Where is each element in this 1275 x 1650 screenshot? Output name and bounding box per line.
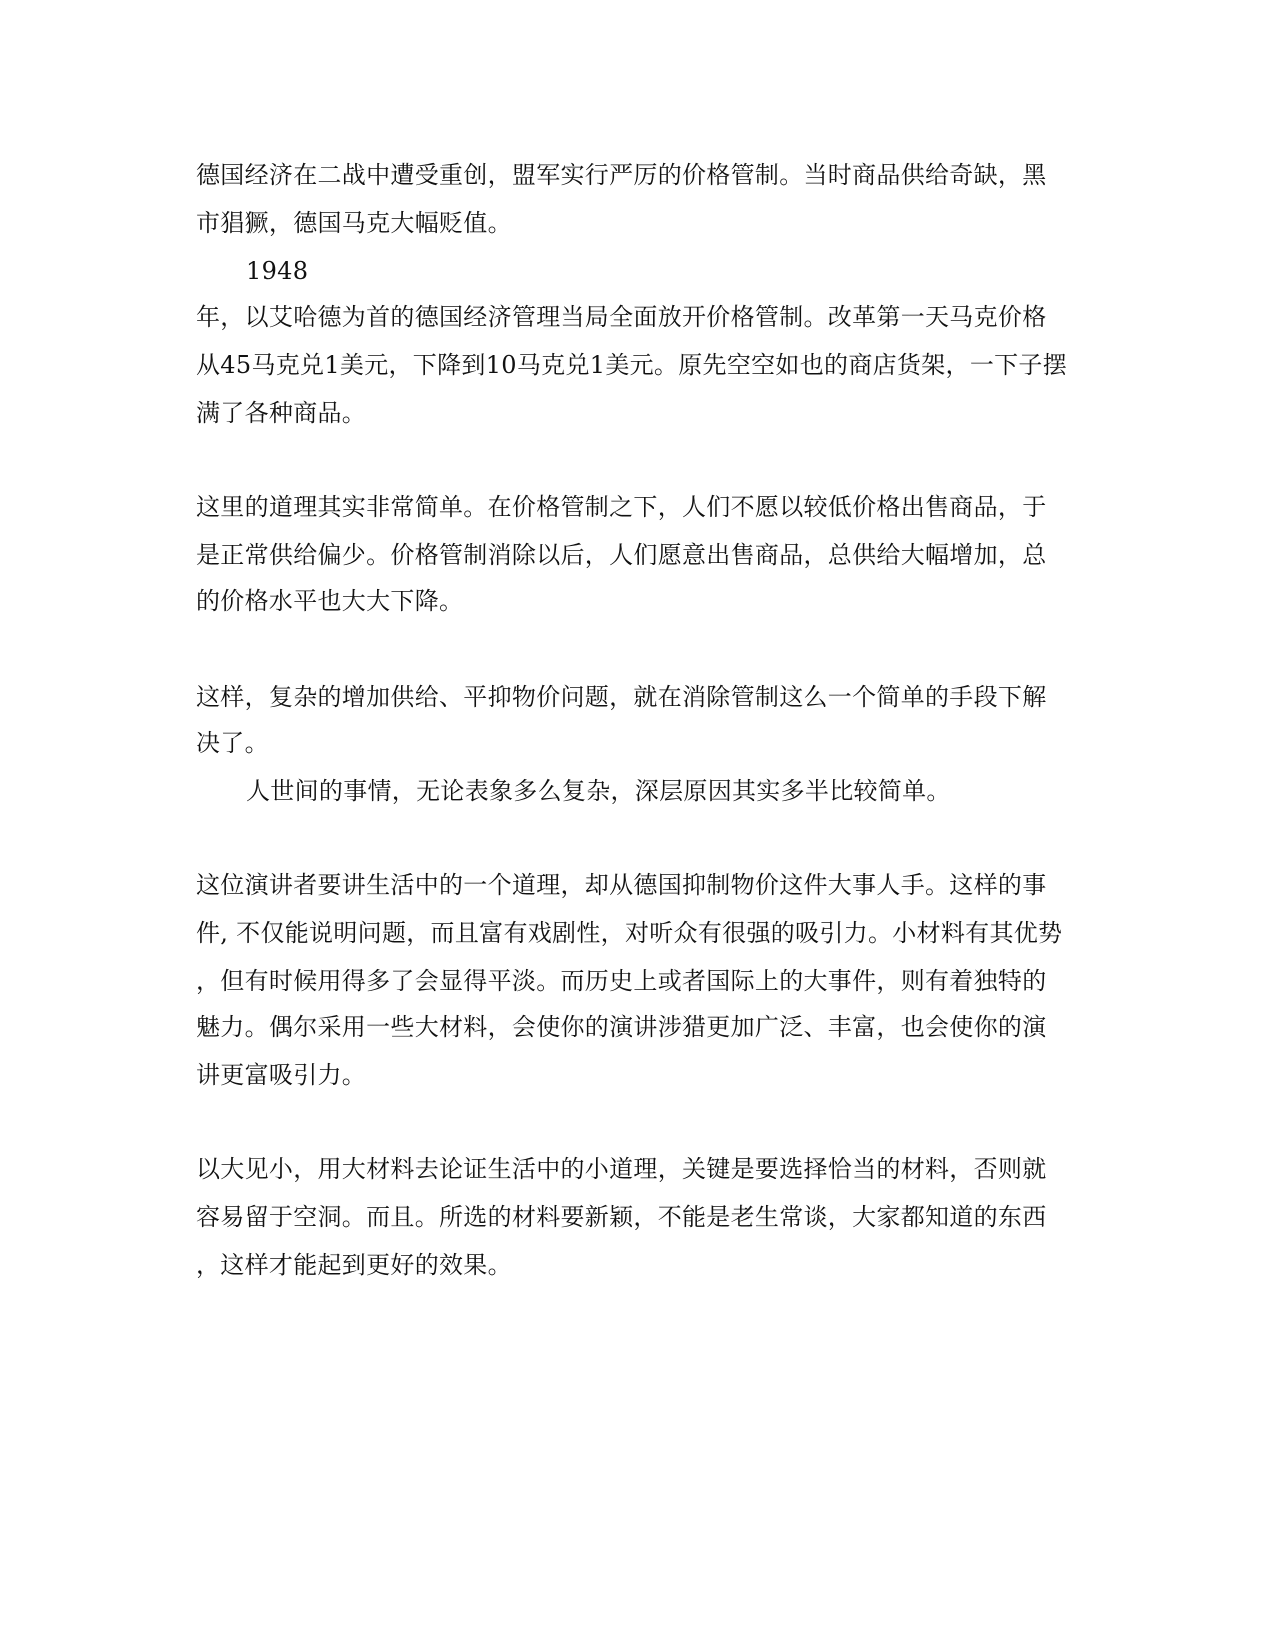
text-line: 以大见小，用大材料去论证生活中的小道理，关键是要选择恰当的材料，否则就 (196, 1155, 1047, 1183)
text-line: 1948 (246, 257, 309, 285)
text-line: 从45马克兑1美元，下降到10马克兑1美元。原先空空如也的商店货架，一下子摆 (196, 351, 1068, 379)
text-line: 市猖獗，德国马克大幅贬值。 (196, 209, 512, 237)
text-line: 决了。 (196, 729, 269, 757)
text-line: 这位演讲者要讲生活中的一个道理，却从德国抑制物价这件大事人手。这样的事 (196, 871, 1047, 899)
text-line: 容易留于空洞。而且。所选的材料要新颖，不能是老生常谈，大家都知道的东西 (196, 1203, 1047, 1231)
text-line: 讲更富吸引力。 (196, 1061, 367, 1089)
text-line: 年，以艾哈德为首的德国经济管理当局全面放开价格管制。改革第一天马克价格 (196, 303, 1047, 331)
text-line: 德国经济在二战中遭受重创，盟军实行严厉的价格管制。当时商品供给奇缺，黑 (196, 161, 1047, 189)
text-line: 件, 不仅能说明问题，而且富有戏剧性，对听众有很强的吸引力。小材料有其优势 (196, 919, 1063, 947)
text-line: 魅力。偶尔采用一些大材料，会使你的演讲涉猎更加广泛、丰富，也会使你的演 (196, 1013, 1047, 1041)
text-line: 人世间的事情，无论表象多么复杂，深层原因其实多半比较简单。 (246, 777, 951, 805)
text-line: 满了各种商品。 (196, 399, 367, 427)
text-line: ，这样才能起到更好的效果。 (196, 1251, 512, 1279)
text-line: 这样，复杂的增加供给、平抑物价问题，就在消除管制这么一个简单的手段下解 (196, 683, 1047, 711)
text-line: 是正常供给偏少。价格管制消除以后，人们愿意出售商品，总供给大幅增加，总 (196, 541, 1047, 569)
text-line: ，但有时候用得多了会显得平淡。而历史上或者国际上的大事件，则有着独特的 (196, 967, 1047, 995)
text-line: 的价格水平也大大下降。 (196, 587, 464, 615)
text-line: 这里的道理其实非常简单。在价格管制之下，人们不愿以较低价格出售商品，于 (196, 493, 1047, 521)
